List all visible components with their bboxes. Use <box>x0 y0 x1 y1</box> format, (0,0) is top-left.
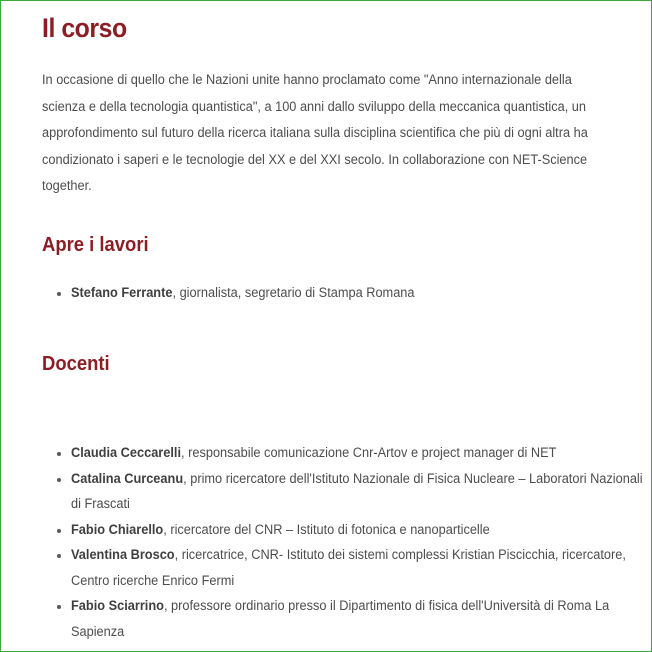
list-item <box>56 518 652 544</box>
teacher-role: , primo ricercatore dell'Istituto Nazionale di Fisica Nucleare – Laboratori Nazionali di Frascati <box>71 470 643 512</box>
section-heading-docenti: Docenti <box>42 352 110 375</box>
list-item <box>56 441 652 467</box>
teacher-role: , ricercatore del CNR – Istituto di fotonica e nanoparticelle <box>163 521 490 538</box>
section-heading-apre: Apre i lavori <box>42 233 149 256</box>
list-item <box>56 467 652 518</box>
teacher-role: , responsabile comunicazione Cnr-Artov e project manager di NET <box>181 445 557 461</box>
list-item <box>56 281 652 307</box>
teacher-name: Fabio Chiarello <box>71 521 164 538</box>
opening-speakers-list <box>56 281 652 307</box>
teacher-name: Claudia Ceccarelli <box>71 445 182 461</box>
teacher-name: Fabio Sciarrino <box>71 598 164 614</box>
teacher-name: Valentina Brosco <box>71 547 175 563</box>
course-description: In occasione di quello che le Nazioni unite hanno proclamato come "Anno internazionale della scienza e della tecnologia quantistica", a 100 anni dallo sviluppo della meccanica quantistica, un approfondimento sul futuro della ricerca italiana sulla disciplina scientifica che più di ogni altra ha condizionato i saperi e le tecnologie del XX e del XXI secolo. In collaborazione con NET-Science together. <box>42 72 588 194</box>
list-item <box>56 543 652 594</box>
page-title: Il corso <box>42 13 127 43</box>
teachers-list <box>56 441 652 645</box>
speaker-name: Stefano Ferrante <box>71 285 173 301</box>
teacher-role: , ricercatrice, CNR- Istituto dei sistemi complessi Kristian Piscicchia, ricercatore, Centro ricerche Enrico Fermi <box>71 547 626 589</box>
teacher-role: , professore ordinario presso il Dipartimento di fisica dell'Università di Roma La Sapienza <box>71 598 610 640</box>
speaker-role: , giornalista, segretario di Stampa Romana <box>172 285 415 301</box>
teacher-name: Catalina Curceanu <box>71 470 184 487</box>
list-item <box>56 594 652 645</box>
